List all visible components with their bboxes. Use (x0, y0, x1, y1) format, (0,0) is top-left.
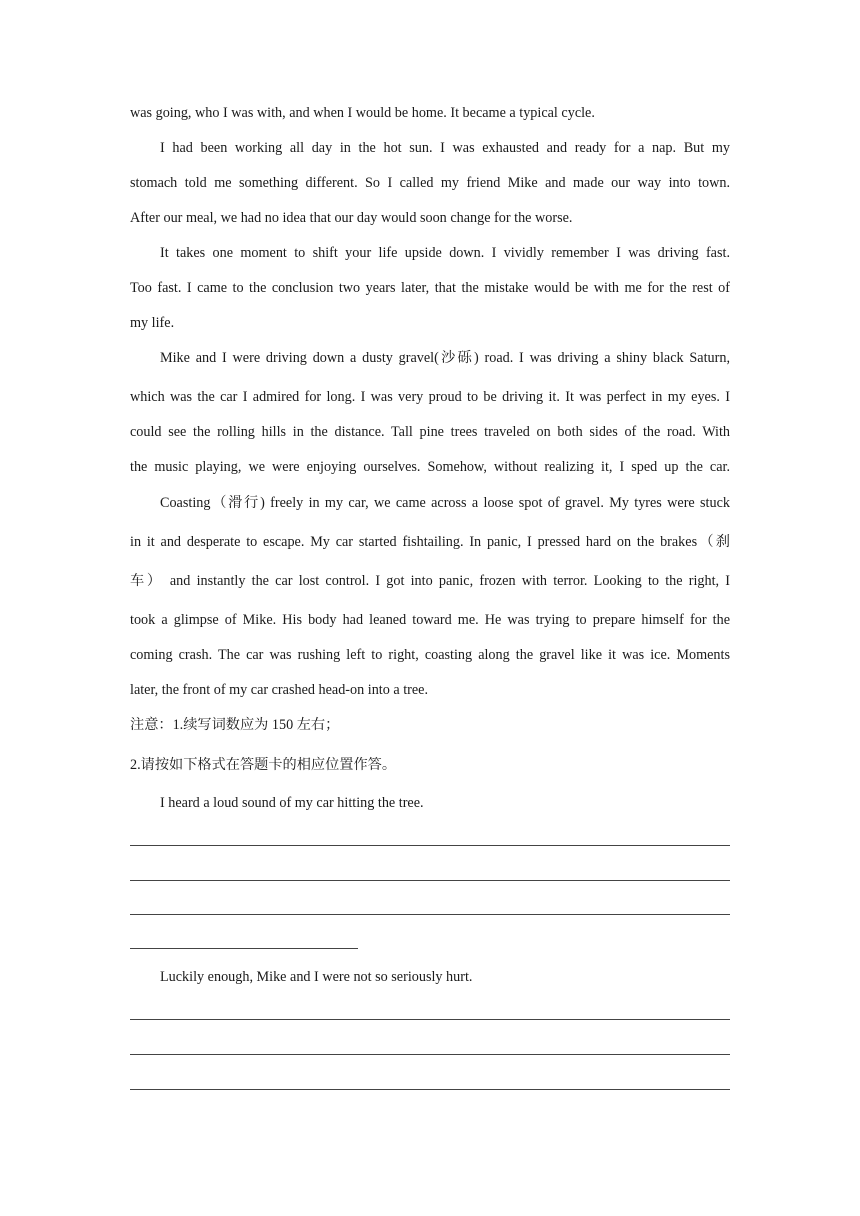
text-line: my life. (130, 315, 175, 331)
text-line: took a glimpse of Mike. His body had leaned toward me. He was trying to prepare himself for the (130, 612, 730, 628)
answer-line[interactable] (130, 845, 730, 846)
note-word-count: 注意：1.续写词数应为 150 左右； (130, 717, 340, 733)
answer-line[interactable] (130, 1019, 730, 1020)
text-line: in it and desperate to escape. My car started fishtailing. In panic, I pressed hard on the brakes（刹 (130, 534, 730, 550)
answer-line[interactable] (130, 914, 730, 915)
text-line: coming crash. The car was rushing left to right, coasting along the gravel like it was ice. Moments (130, 647, 730, 663)
text-line: could see the rolling hills in the distance. Tall pine trees traveled on both sides of the road. With (130, 424, 730, 440)
text-line: I had been working all day in the hot sun. I was exhausted and ready for a nap. But my (160, 140, 730, 156)
text-line: later, the front of my car crashed head-on into a tree. (130, 682, 429, 698)
paragraph-1-prompt: I heard a loud sound of my car hitting the tree. (160, 795, 424, 811)
note-format: 2.请按如下格式在答题卡的相应位置作答。 (130, 757, 397, 773)
text-line: Too fast. I came to the conclusion two years later, that the mistake would be with me for the rest of (130, 280, 730, 296)
text-line: the music playing, we were enjoying ourselves. Somehow, without realizing it, I sped up the car. (130, 459, 730, 475)
paragraph-2-prompt: Luckily enough, Mike and I were not so seriously hurt. (160, 969, 473, 985)
text-line: was going, who I was with, and when I would be home. It became a typical cycle. (130, 105, 595, 121)
text-line: It takes one moment to shift your life upside down. I vividly remember I was driving fast. (160, 245, 730, 261)
text-line: Mike and I were driving down a dusty gravel(沙砾) road. I was driving a shiny black Saturn, (160, 350, 730, 366)
text-line: which was the car I admired for long. I was very proud to be driving it. It was perfect in my eyes. I (130, 389, 730, 405)
answer-line[interactable] (130, 1089, 730, 1090)
answer-line[interactable] (130, 880, 730, 881)
text-line: stomach told me something different. So I called my friend Mike and made our way into town. (130, 175, 730, 191)
text-line: Coasting（滑行) freely in my car, we came across a loose spot of gravel. My tyres were stuck (160, 495, 730, 511)
text-line: 车） and instantly the car lost control. I got into panic, frozen with terror. Looking to the right, I (130, 573, 730, 589)
text-line: After our meal, we had no idea that our day would soon change for the worse. (130, 210, 573, 226)
answer-line[interactable] (130, 1054, 730, 1055)
answer-line[interactable] (130, 948, 358, 949)
